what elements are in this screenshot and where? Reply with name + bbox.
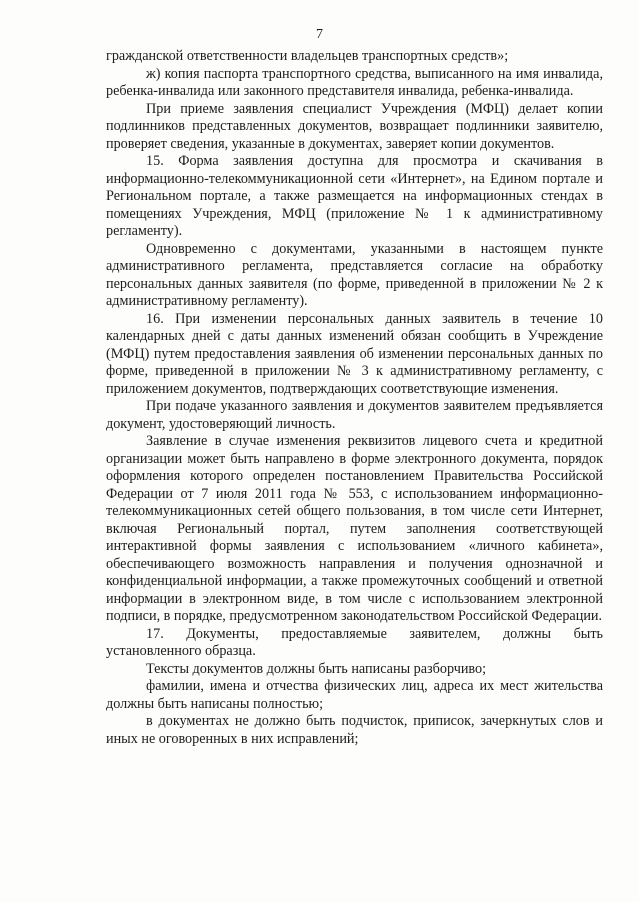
paragraph-electronic-application: Заявление в случае изменения реквизитов лицевого счета и кредитной организации может быть направлено в форме электронного документа, порядок оформления которого определен постановлением Правительства Российской Федерации от 7 июля 2011 года № 553, с использованием информационно-телекоммуникационных сетей общего пользования, в том числе сети Интернет, включая Региональный портал, путем заполнения соответствующей интерактивной формы заявления с использованием «личного кабинета», обеспечивающего возможность направления и получения однозначной и конфиденциальной информации, а также промежуточных сообщений и ответной информации в электронном виде, в том числе с использованием электронной подписи, в порядке, предусмотренном законодательством Российской Федерации. — [106, 433, 603, 624]
paragraph-item-zh: ж) копия паспорта транспортного средства, выписанного на имя инвалида, ребенка-инвалида или законного представителя инвалида, ребенка-инвалида. — [106, 65, 603, 99]
paragraph-consent: Одновременно с документами, указанными в настоящем пункте административного регламента, представляется согласие на обработку персональных данных заявителя (по форме, приведенной в приложении № 2 к административному регламенту). — [106, 240, 603, 309]
page-number: 7 — [316, 27, 323, 42]
paragraph-no-corrections: в документах не должно быть подчисток, приписок, зачеркнутых слов и иных не оговоренных в них исправлений; — [106, 713, 603, 747]
paragraph-clause-17: 17. Документы, предоставляемые заявителем, должны быть установленного образца. — [106, 625, 603, 659]
paragraph-full-names: фамилии, имена и отчества физических лиц, адреса их мест жительства должны быть написаны полностью; — [106, 678, 603, 712]
paragraph-clause-16: 16. При изменении персональных данных заявитель в течение 10 календарных дней с даты данных изменений обязан сообщить в Учреждение (МФЦ) путем предоставления заявления об изменении персональных данных по форме, приведенной в приложении № 3 к административному регламенту, с приложением документов, подтверждающих соответствующие изменения. — [106, 310, 603, 397]
paragraph-continuation: гражданской ответственности владельцев транспортных средств»; — [106, 48, 509, 64]
paragraph-identity: При подаче указанного заявления и документов заявителем предъявляется документ, удостоверяющий личность. — [106, 398, 603, 432]
paragraph-clause-15: 15. Форма заявления доступна для просмотра и скачивания в информационно-телекоммуникационной сети «Интернет», на Едином портале и Региональном портале, а также размещается на информационных стендах в помещениях Учреждения, МФЦ (приложение № 1 к административному регламенту). — [106, 153, 603, 239]
document-body — [106, 48, 603, 748]
paragraph-copies: При приеме заявления специалист Учреждения (МФЦ) делает копии подлинников представленных документов, возвращает подлинники заявителю, проверяет сведения, указанные в документах, заверяет копии документов. — [106, 100, 603, 152]
paragraph-legibility: Тексты документов должны быть написаны разборчиво; — [146, 660, 487, 677]
